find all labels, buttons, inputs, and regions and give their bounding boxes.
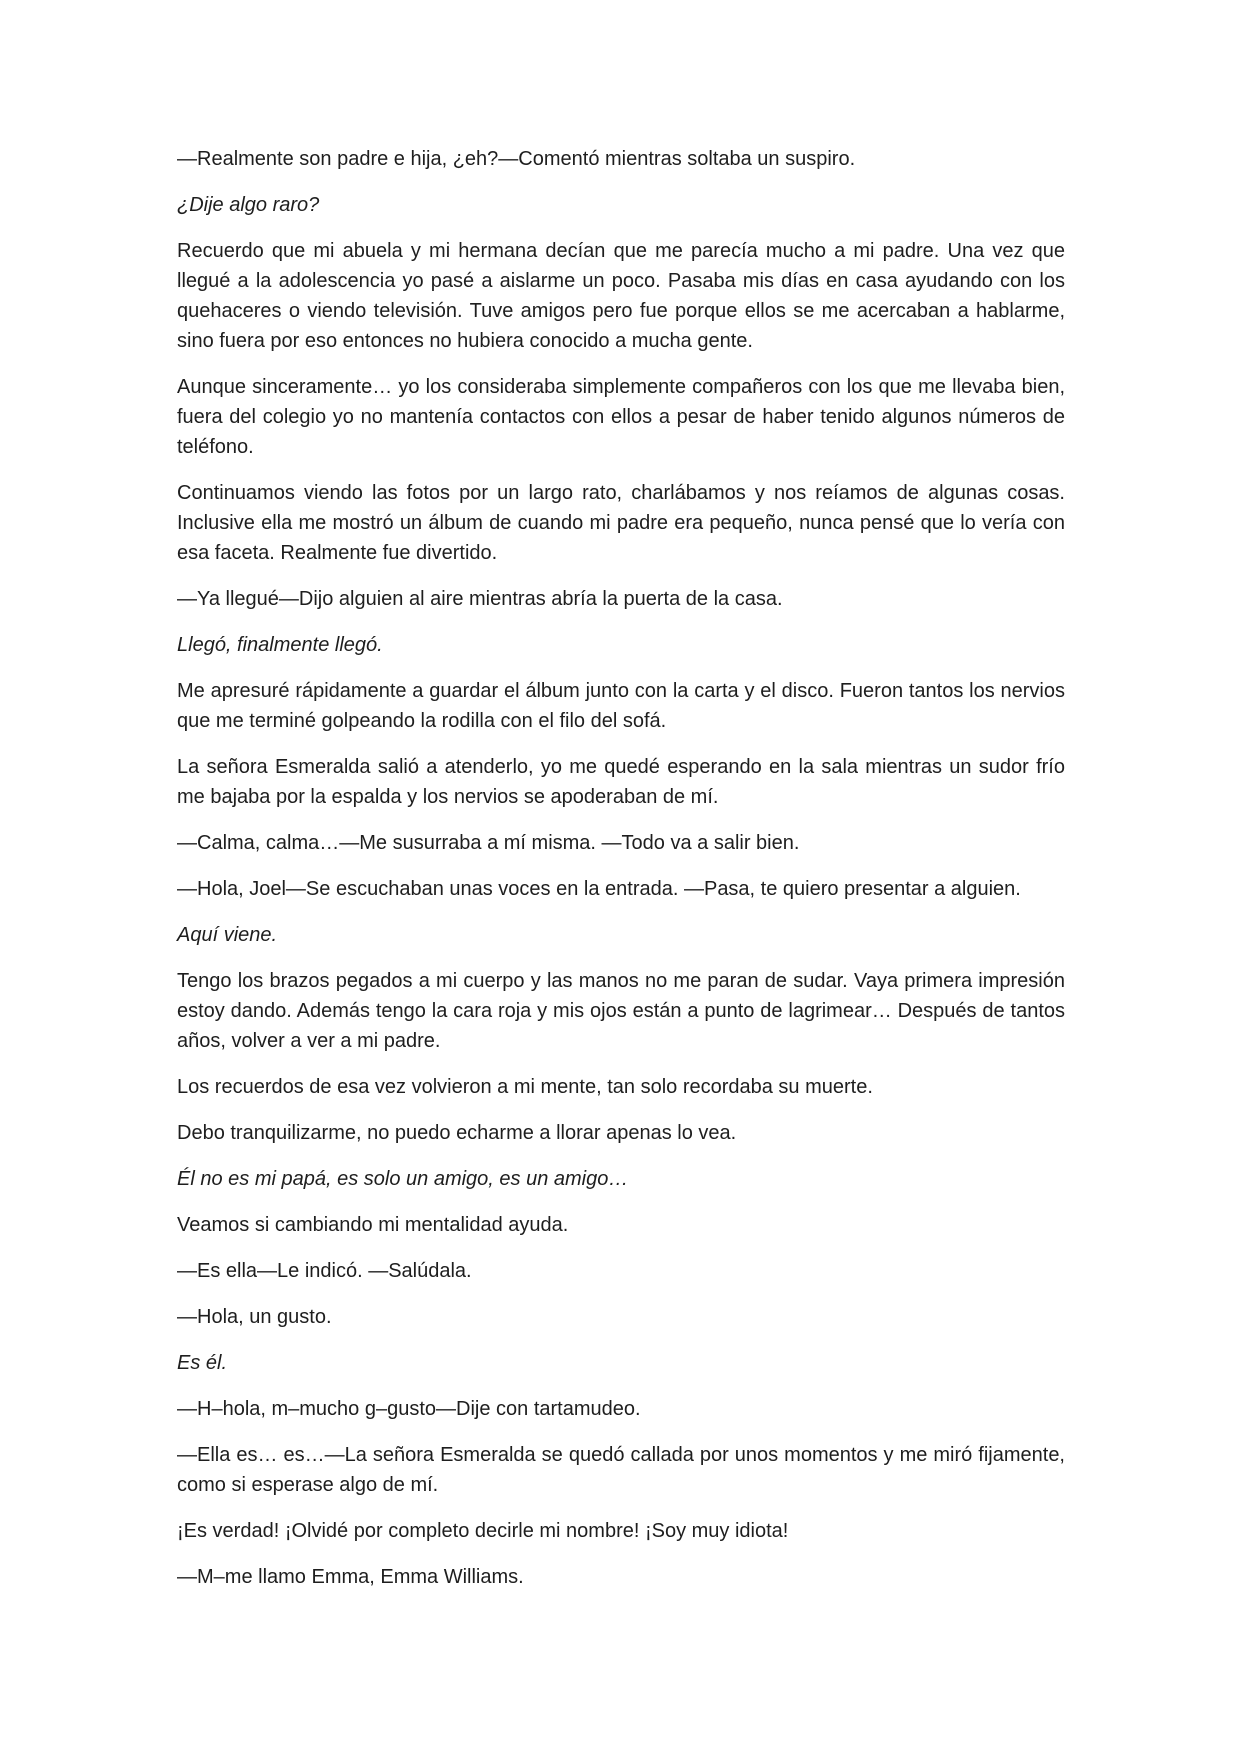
paragraph: Continuamos viendo las fotos por un largo rato, charlábamos y nos reíamos de algunas cosas. Inclusive ella me mostró un álbum de cuando mi padre era pequeño, nunca pensé que lo vería con esa faceta. Realmente fue divertido. xyxy=(177,482,1065,564)
paragraph: —Ella es… es…—La señora Esmeralda se quedó callada por unos momentos y me miró fijamente, como si esperase algo de mí. xyxy=(177,1444,1065,1496)
paragraph: —Calma, calma…—Me susurraba a mí misma. —Todo va a salir bien. xyxy=(177,832,800,854)
paragraph: —Es ella—Le indicó. —Salúdala. xyxy=(177,1260,472,1282)
paragraph: Es él. xyxy=(177,1352,228,1374)
paragraph: Aunque sinceramente… yo los consideraba simplemente compañeros con los que me llevaba bien, fuera del colegio yo no mantenía contactos con ellos a pesar de haber tenido algunos números de teléfono. xyxy=(177,376,1065,458)
paragraph: ¡Es verdad! ¡Olvidé por completo decirle mi nombre! ¡Soy muy idiota! xyxy=(177,1520,789,1542)
paragraph: —H–hola, m–mucho g–gusto—Dije con tartamudeo. xyxy=(177,1398,641,1420)
paragraph: —Hola, un gusto. xyxy=(177,1306,332,1328)
paragraph: —Ya llegué—Dijo alguien al aire mientras abría la puerta de la casa. xyxy=(177,588,783,610)
paragraph: Veamos si cambiando mi mentalidad ayuda. xyxy=(177,1214,569,1236)
paragraph: Los recuerdos de esa vez volvieron a mi mente, tan solo recordaba su muerte. xyxy=(177,1076,873,1098)
paragraph: La señora Esmeralda salió a atenderlo, yo me quedé esperando en la sala mientras un sudor frío me bajaba por la espalda y los nervios se apoderaban de mí. xyxy=(177,756,1065,808)
body-text xyxy=(177,144,1065,1608)
paragraph: Recuerdo que mi abuela y mi hermana decían que me parecía mucho a mi padre. Una vez que llegué a la adolescencia yo pasé a aislarme un poco. Pasaba mis días en casa ayudando con los quehaceres o viendo televisión. Tuve amigos pero fue porque ellos se me acercaban a hablarme, sino fuera por eso entonces no hubiera conocido a mucha gente. xyxy=(177,240,1065,352)
paragraph: —M–me llamo Emma, Emma Williams. xyxy=(177,1566,524,1588)
paragraph: —Hola, Joel—Se escuchaban unas voces en la entrada. —Pasa, te quiero presentar a alguien. xyxy=(177,878,1021,900)
paragraph: Tengo los brazos pegados a mi cuerpo y las manos no me paran de sudar. Vaya primera impresión estoy dando. Además tengo la cara roja y mis ojos están a punto de lagrimear… Después de tantos años, volver a ver a mi padre. xyxy=(177,970,1065,1052)
paragraph: —Realmente son padre e hija, ¿eh?—Comentó mientras soltaba un suspiro. xyxy=(177,148,856,170)
paragraph: Aquí viene. xyxy=(177,924,278,946)
paragraph: Llegó, finalmente llegó. xyxy=(177,634,383,656)
paragraph: ¿Dije algo raro? xyxy=(177,194,320,216)
paragraph: Él no es mi papá, es solo un amigo, es un amigo… xyxy=(177,1168,629,1190)
paragraph: Debo tranquilizarme, no puedo echarme a llorar apenas lo vea. xyxy=(177,1122,737,1144)
paragraph: Me apresuré rápidamente a guardar el álbum junto con la carta y el disco. Fueron tantos los nervios que me terminé golpeando la rodilla con el filo del sofá. xyxy=(177,680,1065,732)
